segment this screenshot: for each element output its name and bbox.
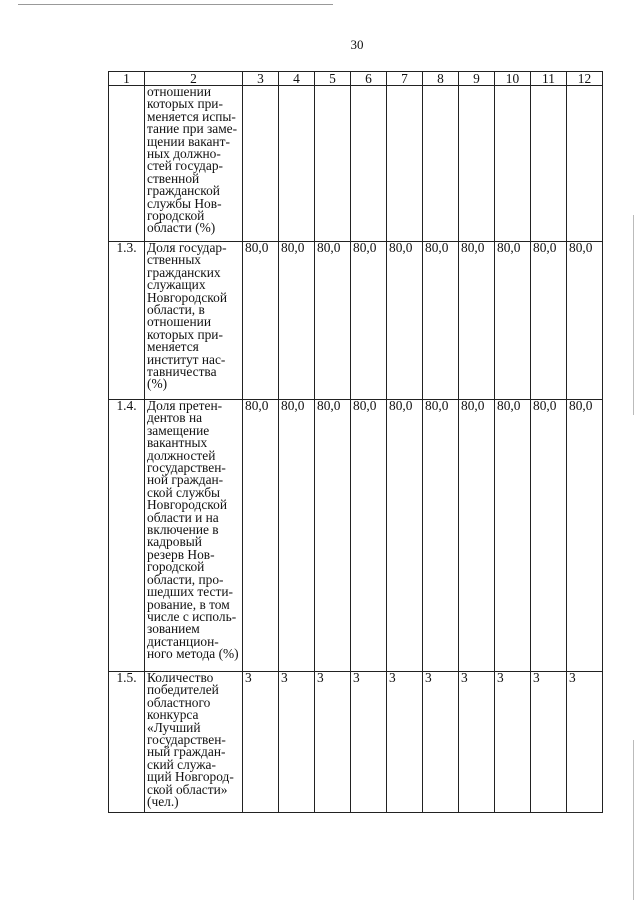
column-header: 2 — [145, 72, 243, 86]
column-header: 3 — [243, 72, 279, 86]
row-number: 1.5. — [109, 672, 145, 813]
table-row — [109, 242, 603, 400]
column-header: 9 — [459, 72, 495, 86]
value-cell: 80,0 — [351, 400, 387, 672]
column-header: 7 — [387, 72, 423, 86]
value-cell — [387, 86, 423, 242]
column-header: 8 — [423, 72, 459, 86]
column-header: 1 — [109, 72, 145, 86]
value-cell — [459, 86, 495, 242]
row-number: 1.3. — [109, 242, 145, 400]
table-row — [109, 86, 603, 242]
value-cell: 3 — [423, 672, 459, 813]
value-cell: 80,0 — [315, 400, 351, 672]
value-cell: 3 — [567, 672, 603, 813]
column-header: 6 — [351, 72, 387, 86]
value-cell: 80,0 — [495, 400, 531, 672]
value-cell: 3 — [495, 672, 531, 813]
value-cell: 3 — [315, 672, 351, 813]
value-cell — [495, 86, 531, 242]
value-cell: 80,0 — [423, 400, 459, 672]
value-cell: 3 — [279, 672, 315, 813]
table-header-row — [109, 72, 603, 86]
value-cell: 80,0 — [351, 242, 387, 400]
table-row — [109, 672, 603, 813]
value-cell: 80,0 — [279, 400, 315, 672]
value-cell: 80,0 — [531, 242, 567, 400]
indicator-name: Доля претен- дентов на замещение вакантных должностей государствен- ной граждан- ской службы Новгородской области и на включение в кадровый резерв Нов- городской области, про- шедших тести- рование, в том числе с исполь- зованием дистанцион- ного метода (%) — [145, 400, 243, 672]
value-cell — [531, 86, 567, 242]
value-cell: 80,0 — [531, 400, 567, 672]
value-cell — [243, 86, 279, 242]
value-cell: 3 — [387, 672, 423, 813]
value-cell: 80,0 — [243, 242, 279, 400]
value-cell — [567, 86, 603, 242]
value-cell: 80,0 — [495, 242, 531, 400]
value-cell: 80,0 — [567, 242, 603, 400]
value-cell — [423, 86, 459, 242]
value-cell: 80,0 — [315, 242, 351, 400]
value-cell: 3 — [459, 672, 495, 813]
row-number — [109, 86, 145, 242]
value-cell: 3 — [243, 672, 279, 813]
value-cell: 80,0 — [459, 400, 495, 672]
value-cell: 3 — [531, 672, 567, 813]
value-cell: 80,0 — [387, 400, 423, 672]
value-cell: 80,0 — [423, 242, 459, 400]
table-row — [109, 400, 603, 672]
scan-margin-mark — [633, 740, 634, 900]
page-number: 30 — [350, 37, 364, 52]
value-cell: 80,0 — [387, 242, 423, 400]
value-cell: 80,0 — [567, 400, 603, 672]
column-header: 5 — [315, 72, 351, 86]
indicator-name: Доля государ- ственных гражданских служащих Новгородской области, в отношении которых при- меняется институт нас- тавничества (%) — [145, 242, 243, 400]
scan-margin-mark — [633, 215, 634, 415]
value-cell: 80,0 — [459, 242, 495, 400]
row-number: 1.4. — [109, 400, 145, 672]
column-header: 12 — [567, 72, 603, 86]
column-header: 4 — [279, 72, 315, 86]
indicator-name: Количество победителей областного конкурса «Лучший государствен- ный граждан- ский служа- щий Новгород- ской области» (чел.) — [145, 672, 243, 813]
value-cell — [351, 86, 387, 242]
column-header: 11 — [531, 72, 567, 86]
value-cell — [315, 86, 351, 242]
column-header: 10 — [495, 72, 531, 86]
value-cell: 80,0 — [243, 400, 279, 672]
value-cell: 80,0 — [279, 242, 315, 400]
value-cell: 3 — [351, 672, 387, 813]
indicators-table — [108, 71, 603, 813]
scan-top-line — [18, 4, 333, 5]
value-cell — [279, 86, 315, 242]
indicator-name: отношении которых при- меняется испы- тание при заме- щении вакант- ных должно- стей государ- ственной гражданской службы Нов- городской области (%) — [145, 86, 243, 242]
